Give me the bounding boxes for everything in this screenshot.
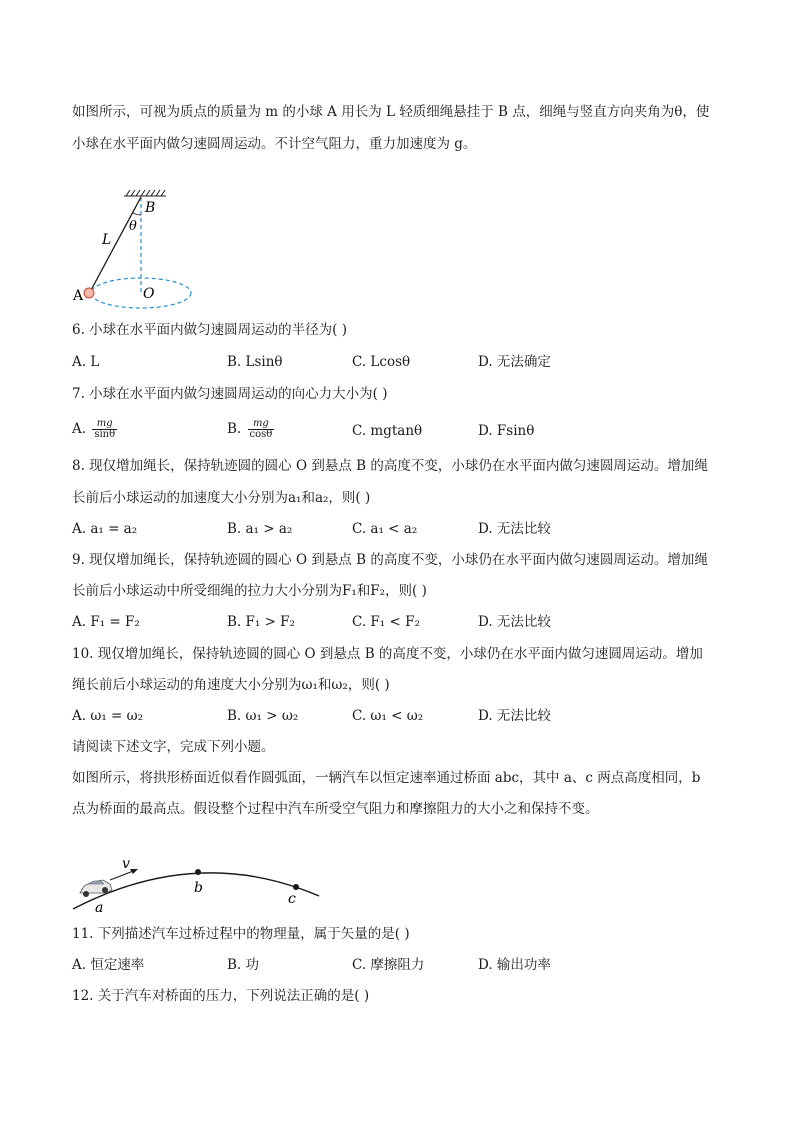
q11-option-a[interactable]: A. 恒定速率 — [72, 957, 145, 973]
q7-option-a-fraction: $\frac{mg}{\sin\theta}$ — [94, 418, 116, 440]
label-b-point: b — [194, 880, 203, 896]
q10-option-d[interactable]: D. 无法比较 — [478, 708, 551, 724]
q11-option-c[interactable]: C. 摩擦阻力 — [352, 957, 425, 973]
label-b: B — [145, 200, 156, 216]
intro1-line2: 小球在水平面内做匀速圆周运动。不计空气阻力，重力加速度为 g。 — [72, 136, 477, 152]
ceiling-hatch — [124, 190, 166, 196]
q7-option-a-prefix: A. — [72, 421, 87, 437]
q9-option-b[interactable]: B. F₁ > F₂ — [227, 614, 295, 630]
label-a: A — [73, 288, 84, 304]
q7-stem: 7. 小球在水平面内做匀速圆周运动的向心力大小为( ) — [72, 386, 388, 402]
point-c — [293, 884, 299, 890]
q7-option-b-prefix: B. — [227, 421, 242, 437]
q6-option-b[interactable]: B. Lsinθ — [227, 354, 283, 370]
q11-option-d[interactable]: D. 输出功率 — [478, 957, 551, 973]
q8-option-c[interactable]: C. a₁ < a₂ — [352, 521, 418, 537]
q9-option-c[interactable]: C. F₁ < F₂ — [352, 614, 420, 630]
intro2-line2: 点为桥面的最高点。假设整个过程中汽车所受空气阻力和摩擦阻力的大小之和保持不变。 — [72, 801, 599, 817]
q6-option-c[interactable]: C. Lcosθ — [352, 354, 411, 370]
q11-stem: 11. 下列描述汽车过桥过程中的物理量，属于矢量的是( ) — [72, 926, 410, 942]
q10-option-c[interactable]: C. ω₁ < ω₂ — [352, 708, 424, 724]
q7-option-b[interactable] — [227, 419, 274, 440]
q9-option-a[interactable]: A. F₁ = F₂ — [72, 614, 140, 630]
q10-option-a[interactable]: A. ω₁ = ω₂ — [72, 708, 144, 724]
reading-instruction: 请阅读下述文字，完成下列小题。 — [72, 739, 275, 755]
q10-line2: 绳长前后小球运动的角速度大小分别为ω₁和ω₂，则( ) — [72, 677, 390, 693]
theta-arc — [133, 213, 141, 215]
q8-option-a[interactable]: A. a₁ = a₂ — [72, 521, 138, 537]
q10-line1: 10. 现仅增加绳长，保持轨迹圆的圆心 O 到悬点 B 的高度不变，小球仍在水平面内做匀速圆周运动。增加 — [72, 646, 703, 662]
q10-option-b[interactable]: B. ω₁ > ω₂ — [227, 708, 299, 724]
q6-stem: 6. 小球在水平面内做匀速圆周运动的半径为( ) — [72, 322, 347, 338]
car-icon — [80, 880, 112, 897]
q11-option-b[interactable]: B. 功 — [227, 957, 260, 973]
q7-option-b-fraction: $\frac{mg}{\cos\theta}$ — [249, 418, 273, 440]
label-theta: θ — [129, 219, 137, 234]
label-a-point: a — [95, 900, 104, 914]
q6-option-d[interactable]: D. 无法确定 — [478, 354, 551, 370]
q8-option-d[interactable]: D. 无法比较 — [478, 521, 551, 537]
q9-option-d[interactable]: D. 无法比较 — [478, 614, 551, 630]
q8-option-b[interactable]: B. a₁ > a₂ — [227, 521, 293, 537]
q8-line1: 8. 现仅增加绳长，保持轨迹圆的圆心 O 到悬点 B 的高度不变，小球仍在水平面内做匀速圆周运动。增加绳 — [72, 458, 708, 474]
intro2-line1: 如图所示，将拱形桥面近似看作圆弧面，一辆汽车以恒定速率通过桥面 abc，其中 a、c 两点高度相同，b — [72, 770, 701, 786]
point-b — [195, 869, 201, 875]
label-c-point: c — [288, 891, 296, 907]
pendulum-figure — [70, 188, 200, 310]
q9-line2: 长前后小球运动中所受细绳的拉力大小分别为F₁和F₂，则( ) — [72, 583, 427, 599]
intro1-line1: 如图所示，可视为质点的质量为 m 的小球 A 用长为 L 轻质细绳悬挂于 B 点，细绳与竖直方向夹角为θ，使 — [72, 104, 710, 120]
q6-option-a[interactable]: A. L — [72, 354, 100, 370]
label-o: O — [143, 286, 155, 302]
q8-line2: 长前后小球运动的加速度大小分别为a₁和a₂，则( ) — [72, 490, 371, 506]
q7-option-d[interactable]: D. Fsinθ — [478, 423, 535, 439]
label-v: v — [122, 856, 130, 872]
q7-option-a[interactable] — [72, 419, 117, 440]
label-l: L — [102, 232, 112, 248]
bridge-figure — [70, 852, 326, 914]
q9-line1: 9. 现仅增加绳长，保持轨迹圆的圆心 O 到悬点 B 的高度不变，小球仍在水平面内做匀速圆周运动。增加绳 — [72, 552, 708, 568]
q12-stem: 12. 关于汽车对桥面的压力，下列说法正确的是( ) — [72, 988, 370, 1004]
q7-option-c[interactable]: C. mgtanθ — [352, 423, 423, 439]
ball-a — [84, 288, 94, 298]
